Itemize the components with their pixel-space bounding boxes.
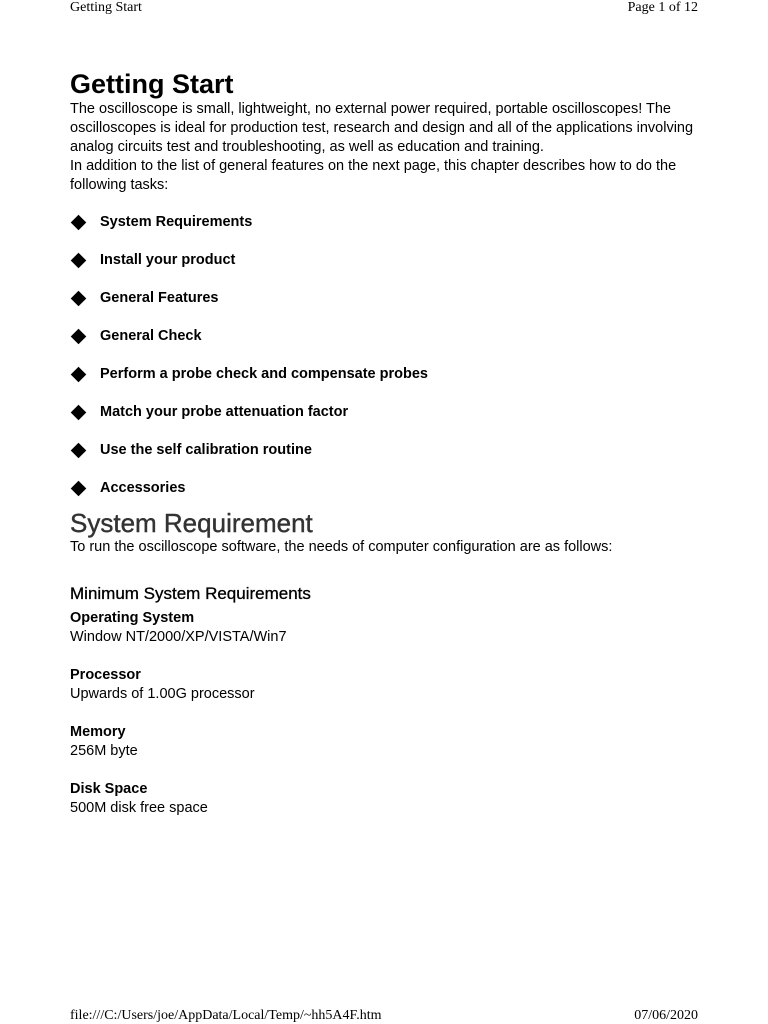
section-title: System Requirement — [70, 508, 313, 538]
requirement-value: 256M byte — [70, 743, 138, 759]
page-title: Getting Start — [70, 69, 234, 99]
task-label: Accessories — [100, 480, 186, 496]
list-item — [70, 365, 700, 403]
list-item — [70, 327, 700, 365]
diamond-bullet-icon — [71, 215, 87, 231]
diamond-bullet-icon — [71, 443, 87, 459]
requirement-label: Operating System — [70, 610, 195, 626]
tasks-intro-paragraph: In addition to the list of general features on the next page, this chapter describes how to do the following tasks: — [70, 158, 677, 193]
requirement-item — [70, 723, 700, 761]
requirement-value: 500M disk free space — [70, 800, 208, 816]
requirement-label: Memory — [70, 724, 126, 740]
requirement-value: Window NT/2000/XP/VISTA/Win7 — [70, 629, 287, 645]
intro-paragraph: The oscilloscope is small, lightweight, no external power required, portable oscilloscopes! The oscilloscopes is ideal for production test, research and design and all of the applications involving analog circuits test and troubleshooting, as well as education and training. — [70, 101, 694, 155]
requirement-label: Processor — [70, 667, 141, 683]
list-item — [70, 251, 700, 289]
list-item — [70, 441, 700, 479]
task-label: Use the self calibration routine — [100, 442, 312, 458]
requirement-label: Disk Space — [70, 781, 148, 797]
section-intro-paragraph: To run the oscilloscope software, the needs of computer configuration are as follows: — [70, 539, 613, 555]
diamond-bullet-icon — [71, 329, 87, 345]
task-list — [70, 213, 700, 517]
subsection-title: Minimum System Requirements — [70, 584, 311, 603]
footer-file-path: file:///C:/Users/joe/AppData/Local/Temp/~hh5A4F.htm — [70, 1008, 382, 1023]
task-label: Match your probe attenuation factor — [100, 404, 349, 420]
requirement-item — [70, 666, 700, 704]
list-item — [70, 403, 700, 441]
document-body — [70, 68, 700, 818]
requirement-value: Upwards of 1.00G processor — [70, 686, 255, 702]
diamond-bullet-icon — [71, 291, 87, 307]
list-item — [70, 289, 700, 327]
header-page-number: Page 1 of 12 — [627, 0, 698, 15]
requirement-item — [70, 780, 700, 818]
task-label: General Features — [100, 290, 219, 306]
diamond-bullet-icon — [71, 367, 87, 383]
diamond-bullet-icon — [71, 253, 87, 269]
task-label: Perform a probe check and compensate probes — [100, 366, 428, 382]
requirement-item — [70, 609, 700, 647]
diamond-bullet-icon — [71, 481, 87, 497]
list-item — [70, 213, 700, 251]
header-title: Getting Start — [70, 0, 142, 15]
footer-date: 07/06/2020 — [634, 1008, 698, 1023]
task-label: General Check — [100, 328, 202, 344]
task-label: System Requirements — [100, 214, 253, 230]
diamond-bullet-icon — [71, 405, 87, 421]
task-label: Install your product — [100, 252, 236, 268]
